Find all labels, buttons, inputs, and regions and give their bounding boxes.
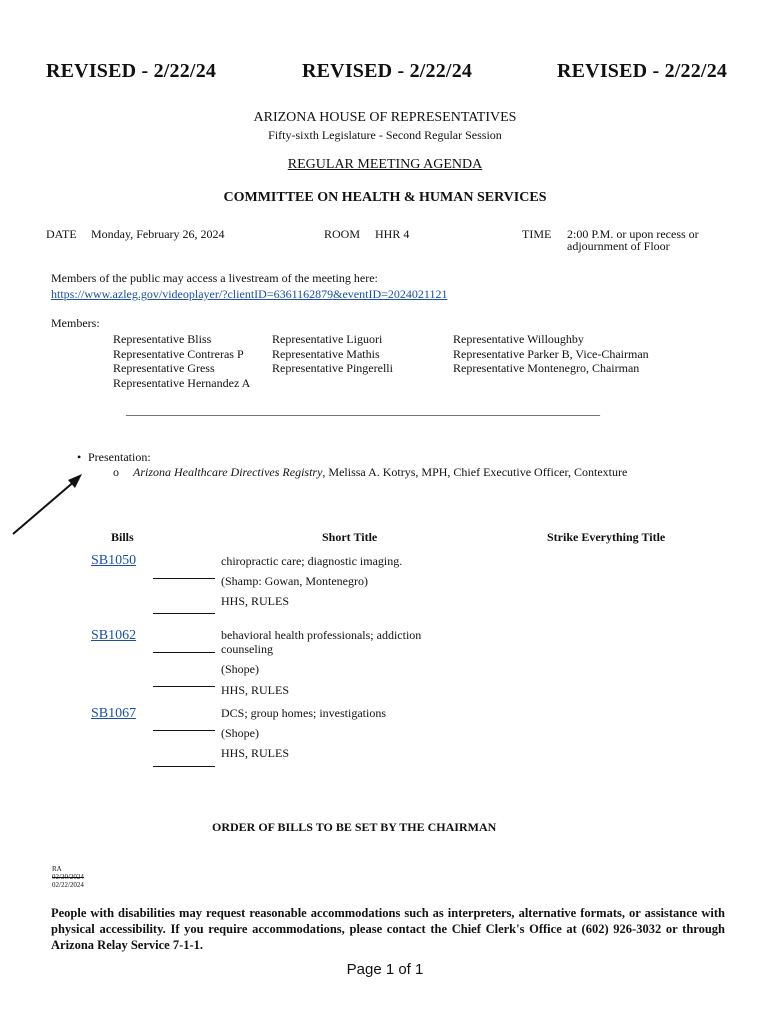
member-name: Representative Bliss <box>113 332 212 346</box>
time-label: TIME <box>522 227 552 241</box>
bill-short-title: behavioral health professionals; addiction <box>221 628 422 642</box>
agenda-title-text: REGULAR MEETING AGENDA <box>287 157 483 172</box>
revised-banner-center: REVISED - 2/22/24 <box>302 60 473 82</box>
members-column-2 <box>272 332 393 376</box>
short-title-header: Short Title <box>322 530 378 544</box>
dash-line <box>153 652 215 653</box>
bill-committees: HHS, RULES <box>221 683 290 697</box>
separator-line: _______________________________________________________________________________ <box>126 403 600 417</box>
room-value: HHR 4 <box>375 227 410 241</box>
bill-link-sb1062[interactable]: SB1062 <box>91 628 137 643</box>
member-name: Representative Hernandez A <box>113 375 251 390</box>
presentation-item-title: Arizona Healthcare Directives Registry <box>133 465 323 479</box>
agenda-title <box>0 157 770 173</box>
livestream-text: Members of the public may access a livestream of the meeting here: <box>51 271 378 285</box>
member-name: Representative Montenegro, Chairman <box>453 361 640 375</box>
room-label: ROOM <box>324 227 361 241</box>
bill-sponsors: (Shope) <box>221 662 259 676</box>
dash-line <box>153 766 215 767</box>
initials: RA <box>52 865 62 873</box>
presentation-label: Presentation: <box>88 450 151 464</box>
member-name: Representative Willoughby <box>453 332 584 346</box>
bill-committees: HHS, RULES <box>221 594 290 608</box>
bill-sponsors: (Shope) <box>221 726 259 740</box>
time-line-2: adjournment of Floor <box>567 239 670 253</box>
members-label: Members: <box>51 316 100 330</box>
session-name: Fifty-sixth Legislature - Second Regular Session <box>268 128 502 142</box>
old-date: 02/20/2024 <box>52 873 84 881</box>
bill-short-title: DCS; group homes; investigations <box>221 706 386 720</box>
member-name: Representative Pingerelli <box>272 361 393 375</box>
bill-short-title: chiropractic care; diagnostic imaging. <box>221 554 403 568</box>
time-line-1: 2:00 P.M. or upon recess or <box>567 227 699 241</box>
date-value: Monday, February 26, 2024 <box>91 227 225 241</box>
dash-line <box>153 578 215 579</box>
strike-everything-header: Strike Everything Title <box>547 530 666 544</box>
dash-line <box>153 730 215 731</box>
bill-link-sb1067[interactable]: SB1067 <box>91 706 137 721</box>
livestream-link[interactable]: https://www.azleg.gov/videoplayer/?clientID=6361162879&eventID=2024021121 <box>51 287 448 301</box>
bill-committees: HHS, RULES <box>221 746 290 760</box>
member-name: Representative Parker B, Vice-Chairman <box>453 346 649 361</box>
arrow-icon <box>8 470 88 540</box>
dash-line <box>153 613 215 614</box>
members-column-3 <box>453 332 649 376</box>
members-column-1 <box>113 332 250 390</box>
member-name: Representative Gress <box>113 361 215 375</box>
committee-name: COMMITTEE ON HEALTH & HUMAN SERVICES <box>223 190 547 205</box>
revised-banner-left: REVISED - 2/22/24 <box>46 60 217 82</box>
presentation-bullet: • <box>77 450 82 464</box>
page-number: Page 1 of 1 <box>346 961 424 978</box>
footer-initials <box>52 865 84 889</box>
presentation-item-detail: , Melissa A. Kotrys, MPH, Chief Executive Officer, Contexture <box>322 465 628 479</box>
new-date: 02/22/2024 <box>52 881 84 889</box>
member-name: Representative Contreras P <box>113 346 244 361</box>
bill-short-title-continued: counseling <box>221 642 273 656</box>
presentation-item <box>133 465 627 480</box>
revised-banner-right: REVISED - 2/22/24 <box>557 60 728 82</box>
accessibility-notice: People with disabilities may request reasonable accommodations such as interpreters, alternative formats, or assistance with physical accessibility. If you require accommodations, please contact the Chief Clerk's Office at (602) 926-3032 or through Arizona Relay Service 7-1-1. <box>51 906 725 952</box>
member-name: Representative Liguori <box>272 332 383 346</box>
bill-sponsors: (Shamp: Gowan, Montenegro) <box>221 574 368 588</box>
order-of-bills-note: ORDER OF BILLS TO BE SET BY THE CHAIRMAN <box>212 820 497 834</box>
dash-line <box>153 686 215 687</box>
member-name: Representative Mathis <box>272 346 380 361</box>
date-label: DATE <box>46 227 77 241</box>
presentation-sub-bullet: o <box>113 465 119 479</box>
legislature-name: ARIZONA HOUSE OF REPRESENTATIVES <box>253 110 517 125</box>
bill-link-sb1050[interactable]: SB1050 <box>91 553 137 568</box>
bills-header: Bills <box>111 530 134 544</box>
